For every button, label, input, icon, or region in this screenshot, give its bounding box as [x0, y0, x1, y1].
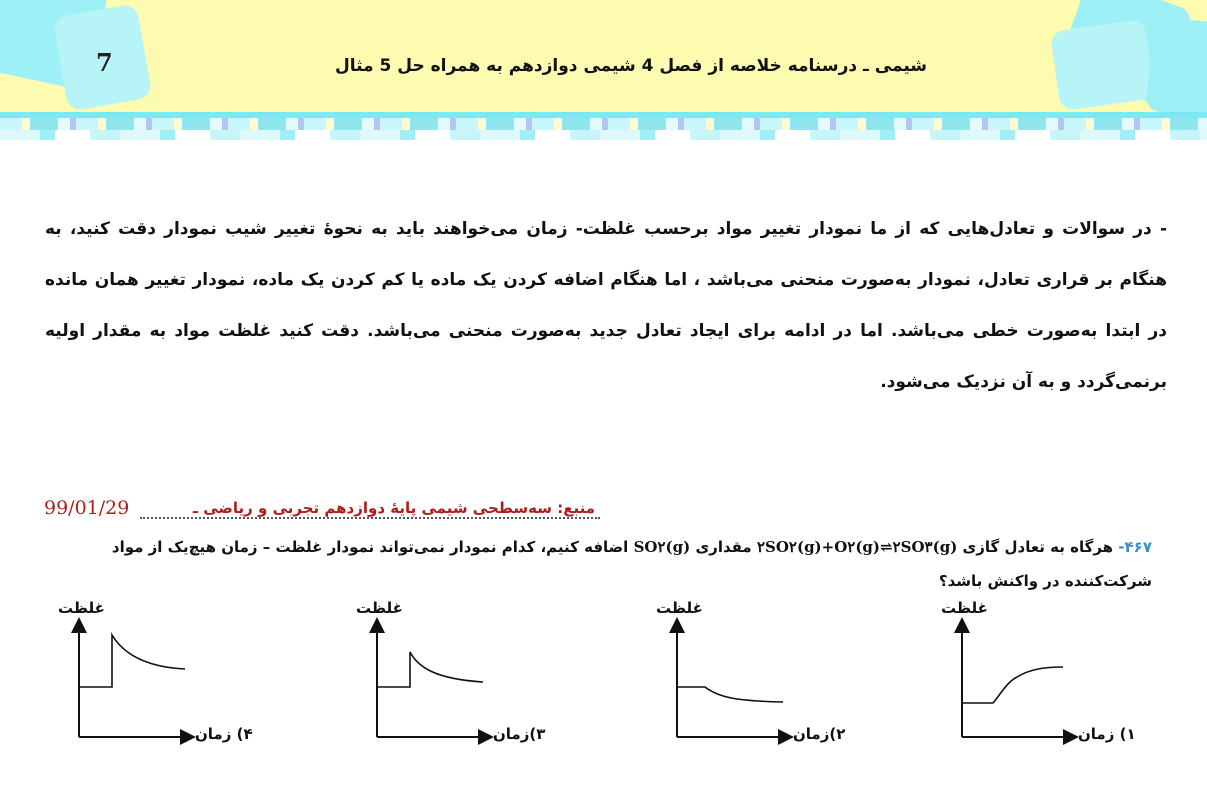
source-label: منبع: سه‌سطحی شیمی پایهٔ دوازدهم تجربی و ریاضی ـ: [192, 499, 595, 517]
x-axis-label: ۲)زمان: [793, 725, 846, 743]
x-axis-label: ۳)زمان: [493, 725, 546, 743]
concentration-curve: [79, 635, 185, 687]
y-axis-label: غلظت: [656, 599, 703, 617]
question-number: ۴۶۷-: [1118, 538, 1152, 556]
question-part: مقداری: [695, 538, 752, 556]
graph-option-4[interactable]: [52, 597, 282, 757]
graph-option-1[interactable]: [935, 597, 1165, 757]
page-number: 7: [96, 48, 113, 77]
graph-option-2[interactable]: [650, 597, 880, 757]
added-species: SO۲(g): [633, 538, 691, 556]
intro-paragraph: - در سوالات و تعادل‌هایی که از ما نمودار تغییر مواد برحسب غلظت- زمان می‌خواهند باید به نحوهٔ تغییر شیب نمودار دقت کنید، به هنگام بر قراری تعادل، نمودار به‌صورت منحنی می‌باشد ، اما هنگام اضافه کردن یک ماده یا کم کردن یک ماده، نمودار تغییر همان مانده در ابتدا به‌صورت خطی می‌باشد. اما در ادامه برای ایجاد تعادل جدید به‌صورت منحنی می‌باشد. دقت کنید غلظت مواد به مقدار اولیه برنمی‌گردد و به آن نزدیک می‌شود.: [45, 219, 1167, 392]
graph-2-plot: [650, 597, 880, 757]
question-text: [60, 530, 1152, 598]
concentration-curve: [962, 667, 1063, 703]
header-stripe: [0, 118, 1207, 130]
concentration-curve: [677, 687, 783, 702]
dotted-separator: [140, 517, 600, 519]
chemical-equation: ۲SO۲(g)+O۲(g)⇌۲SO۳(g): [756, 538, 958, 556]
header-stripe: [0, 130, 1207, 140]
graph-option-3[interactable]: [350, 597, 580, 757]
page-header: [0, 0, 1207, 118]
source-date: 99/01/29: [44, 497, 130, 519]
question-part: هرگاه به تعادل گازی: [962, 538, 1114, 556]
question-part: اضافه کنیم، کدام نمودار نمی‌تواند نمودار غلظت – زمان هیچ‌یک از مواد شرکت‌کننده در واکنش باشد؟: [111, 538, 1152, 590]
y-axis-label: غلظت: [941, 599, 988, 617]
y-axis-label: غلظت: [58, 599, 105, 617]
graph-3-plot: [350, 597, 580, 757]
concentration-curve: [377, 652, 483, 687]
y-axis-label: غلظت: [356, 599, 403, 617]
page-title: شیمی ـ درسنامه خلاصه از فصل 4 شیمی دوازدهم به همراه حل 5 مثال: [334, 56, 927, 76]
x-axis-label: ۴) زمان: [195, 725, 253, 743]
decor-square: [1145, 16, 1207, 118]
decor-square: [1050, 19, 1155, 111]
x-axis-label: ۱) زمان: [1078, 725, 1136, 743]
